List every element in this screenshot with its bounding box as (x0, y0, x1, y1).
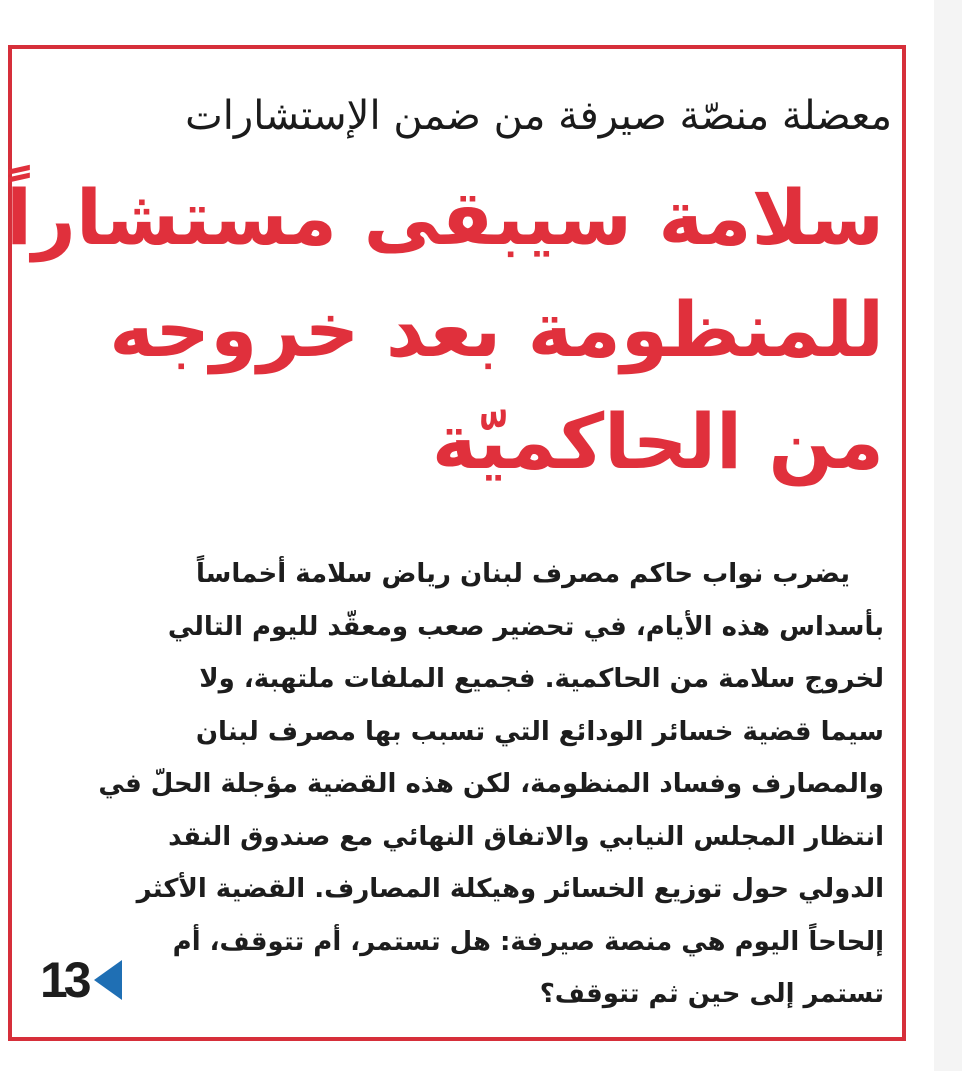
body-line: إلحاحاً اليوم هي منصة صيرفة: هل تستمر، أم تتوقف، أم (172, 926, 884, 957)
headline-line: سلامة سيبقى مستشاراً (6, 173, 884, 262)
page-edge (934, 0, 962, 1071)
article-body (94, 548, 884, 1021)
headline-line: للمنظومة بعد خروجه (109, 285, 884, 374)
body-line: يضرب نواب حاكم مصرف لبنان رياض سلامة أخماساً (195, 559, 850, 589)
left-triangle-icon (94, 960, 122, 1000)
body-line: سيما قضية خسائر الودائع التي تسبب بها مصرف لبنان (195, 716, 884, 747)
page-number: 13 (40, 952, 88, 1008)
body-line: بأسداس هذه الأيام، في تحضير صعب ومعقّد لليوم التالي (167, 611, 884, 642)
body-line: والمصارف وفساد المنظومة، لكن هذه القضية مؤجلة الحلّ في (98, 769, 884, 799)
article-headline (6, 162, 884, 498)
body-line: تستمر إلى حين ثم تتوقف؟ (539, 979, 884, 1009)
body-line: الدولي حول توزيع الخسائر وهيكلة المصارف. القضية الأكثر (136, 874, 884, 904)
body-line: لخروج سلامة من الحاكمية. فجميع الملفات ملتهبة، ولا (199, 664, 884, 694)
page-marker (40, 952, 122, 1008)
article-kicker: معضلة منصّة صيرفة من ضمن الإستشارات (185, 93, 892, 139)
body-line: انتظار المجلس النيابي والاتفاق النهائي مع صندوق النقد (168, 821, 884, 852)
headline-line: من الحاكميّة (431, 397, 884, 486)
